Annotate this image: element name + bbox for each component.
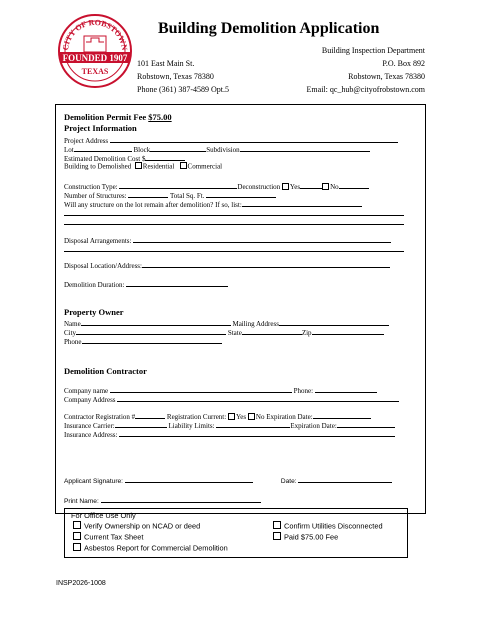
owner-state-field[interactable] [242,327,302,335]
office-street: 101 East Main St. [137,59,195,68]
property-owner-heading: Property Owner [64,307,124,317]
block-field[interactable] [150,144,206,152]
est-cost-label: Estimated Demolition Cost $ [64,155,146,163]
disposal-location-label: Disposal Location/Address: [64,262,142,270]
office-phone: Phone (361) 387-4589 Opt.5 [137,85,229,94]
application-form [55,104,426,514]
contractor-reg-field[interactable] [135,411,165,419]
applicant-signature-label: Applicant Signature: [64,478,124,485]
demolition-duration-field[interactable] [126,279,228,287]
num-structures-label: Number of Structures: [64,192,127,200]
company-name-field[interactable] [110,385,292,393]
office-item-paid-fee [273,532,338,543]
project-info-heading: Project Information [64,123,137,133]
city-seal-logo [56,12,134,90]
office-item-verify-ownership [73,521,200,532]
disposal-location-field[interactable] [142,260,390,268]
form-code: INSP2026-1008 [56,580,106,587]
total-sqft-label: Total Sq. Ft. [169,192,205,200]
disposal-arrangements-label: Disposal Arrangements: [64,237,132,245]
office-use-title: For Office Use Only [71,511,136,520]
construction-type-label: Construction Type: [64,183,118,191]
reg-exp-field[interactable] [313,411,371,419]
lot-field[interactable] [74,144,132,152]
reg-exp-label: Expiration Date: [266,413,313,421]
paid-fee-checkbox[interactable] [273,532,281,540]
liability-limits-label: Liability Limits: [168,422,215,430]
signature-date-field[interactable] [298,475,392,483]
company-address-field[interactable] [117,394,399,402]
subdivision-label: Subdivision [206,146,240,154]
liability-limits-field[interactable] [216,420,290,428]
print-name-label: Print Name: [64,498,99,505]
reg-no-label: No [255,413,265,421]
svg-text:TEXAS: TEXAS [81,67,109,76]
construction-type-field[interactable] [119,181,237,189]
asbestos-label: Asbestos Report for Commercial Demolition [84,543,228,553]
insurance-address-label: Insurance Address: [64,431,118,439]
reg-yes-label: Yes [235,413,247,421]
utilities-checkbox[interactable] [273,521,281,529]
deconstruction-yes-checkbox[interactable] [282,183,289,190]
owner-name-label: Name [64,320,81,328]
office-address-block [137,57,229,96]
office-item-utilities [273,521,383,532]
department-name: Building Inspection Department [321,46,425,55]
insurance-carrier-field[interactable] [115,420,167,428]
svg-text:FOUNDED 1907: FOUNDED 1907 [62,53,128,63]
commercial-label: Commercial [187,162,223,171]
disposal-arrangements-line-2[interactable] [64,244,404,252]
verify-ownership-checkbox[interactable] [73,521,81,529]
applicant-signature-field[interactable] [125,475,253,483]
insurance-exp-label: Expiration Date: [290,422,337,430]
total-sqft-field[interactable] [206,190,276,198]
office-city: Robstown, Texas 78380 [137,72,214,81]
owner-mailing-label: Mailing Address [232,320,279,328]
department-address-block [307,44,425,96]
signature-date-label: Date: [280,478,297,485]
reg-yes-checkbox[interactable] [228,413,235,420]
owner-zip-field[interactable] [312,327,384,335]
residential-label: Residential [142,162,175,171]
block-label: Block [133,146,151,154]
paid-fee-label: Paid $75.00 Fee [284,532,339,542]
tax-sheet-label: Current Tax Sheet [84,532,144,542]
remain-question-label: Will any structure on the lot remain after demolition? If so, list: [64,201,242,209]
owner-state-label: State [227,329,242,337]
num-structures-field[interactable] [128,190,168,198]
contractor-reg-label: Contractor Registration # [64,413,136,421]
office-item-tax-sheet [73,532,143,543]
owner-phone-label: Phone [64,338,82,346]
disposal-arrangements-field[interactable] [133,235,391,243]
reg-current-label: Registration Current: [166,413,227,421]
department-email: Email: qc_hub@cityofrobstown.com [306,85,425,94]
remain-field-line-3[interactable] [64,217,404,225]
insurance-address-field[interactable] [119,429,395,437]
print-name-field[interactable] [101,495,261,503]
permit-fee: Demolition Permit Fee $75.00 [64,112,172,122]
no-label: No [330,183,339,191]
office-use-box [64,508,408,558]
insurance-carrier-label: Insurance Carrier: [64,422,115,430]
utilities-label: Confirm Utilities Disconnected [284,521,383,531]
est-cost-field[interactable] [145,153,185,161]
lot-label: Lot [64,146,74,154]
verify-ownership-label: Verify Ownership on NCAD or deed [84,521,201,531]
project-address-field[interactable] [110,135,398,143]
deconstruction-label: Deconstruction [237,183,281,191]
insurance-exp-field[interactable] [337,420,395,428]
tax-sheet-checkbox[interactable] [73,532,81,540]
subdivision-field[interactable] [240,144,370,152]
page-title: Building Demolition Application [158,20,380,37]
department-po-box: P.O. Box 892 [382,59,425,68]
office-item-asbestos [73,543,228,554]
company-name-label: Company name [64,387,109,395]
asbestos-checkbox[interactable] [73,543,81,551]
demolition-duration-label: Demolition Duration: [64,281,125,289]
company-phone-label: Phone: [293,387,314,395]
owner-city-field[interactable] [76,327,226,335]
owner-phone-field[interactable] [82,336,222,344]
deconstruction-no-checkbox[interactable] [322,183,329,190]
owner-mailing-field[interactable] [279,318,389,326]
yes-label: Yes [289,183,301,191]
building-type-label: Building to Demolished [64,162,132,171]
commercial-checkbox[interactable] [180,162,187,169]
owner-zip-label: Zip [301,329,312,337]
remain-field-line-2[interactable] [64,208,404,216]
project-address-label: Project Address [64,137,109,145]
reg-no-checkbox[interactable] [248,413,255,420]
contractor-heading: Demolition Contractor [64,366,147,376]
owner-city-label: City [64,329,77,337]
residential-checkbox[interactable] [135,162,142,169]
department-city: Robstown, Texas 78380 [348,72,425,81]
svg-text:CITY OF ROBSTOWN: CITY OF ROBSTOWN [60,17,130,51]
company-address-label: Company Address [64,396,116,404]
owner-name-field[interactable] [81,318,231,326]
company-phone-field[interactable] [315,385,377,393]
remain-field[interactable] [242,199,362,207]
